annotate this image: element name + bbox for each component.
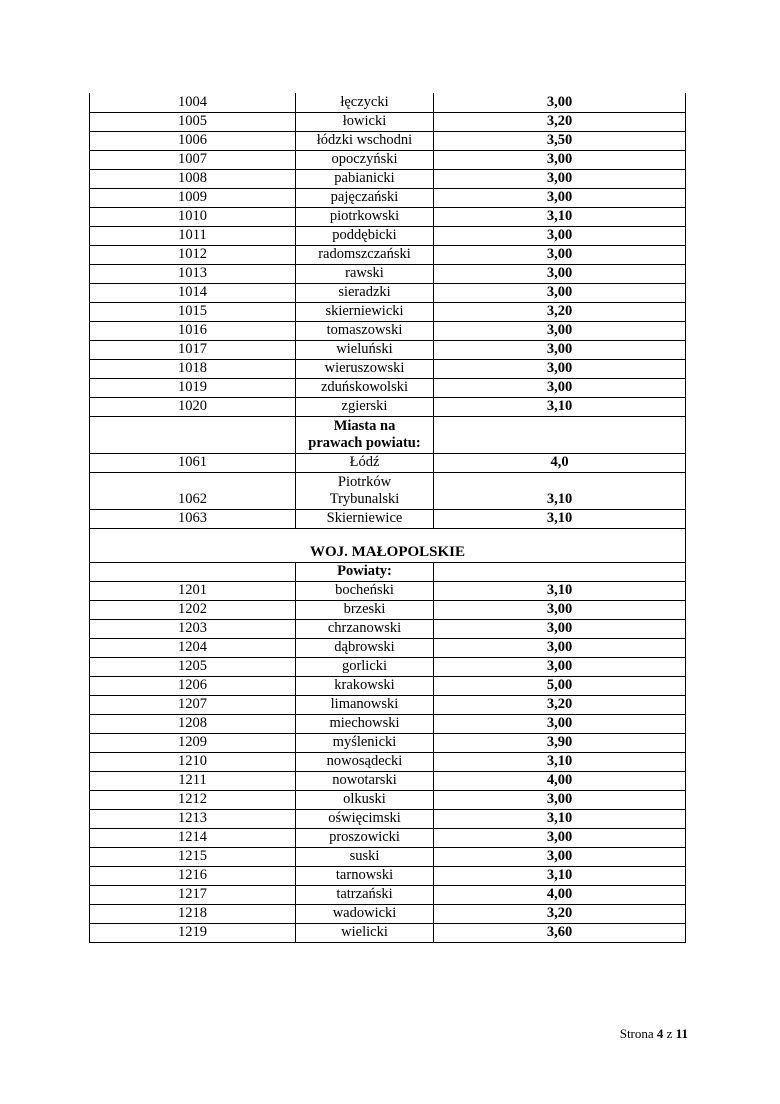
row-value: 3,00 xyxy=(434,828,686,847)
row-name: zgierski xyxy=(296,397,434,416)
row-code: 1208 xyxy=(90,714,296,733)
table-row xyxy=(90,771,686,790)
row-name: tarnowski xyxy=(296,866,434,885)
table-row xyxy=(90,509,686,528)
row-name-line2: Trybunalski xyxy=(329,491,400,507)
row-value: 3,10 xyxy=(434,581,686,600)
row-value: 4,00 xyxy=(434,885,686,904)
row-code: 1013 xyxy=(90,264,296,283)
row-code: 1007 xyxy=(90,150,296,169)
powiaty-heading: Powiaty: xyxy=(296,562,434,581)
row-value: 3,00 xyxy=(434,283,686,302)
footer-page: 4 xyxy=(656,1026,664,1041)
row-code: 1014 xyxy=(90,283,296,302)
row-code: 1214 xyxy=(90,828,296,847)
table-row xyxy=(90,695,686,714)
row-code: 1019 xyxy=(90,378,296,397)
cities-heading-value xyxy=(434,416,686,453)
row-name: wadowicki xyxy=(296,904,434,923)
row-name: wielicki xyxy=(296,923,434,942)
row-name: radomszczański xyxy=(296,245,434,264)
cities-heading-code xyxy=(90,416,296,453)
row-name: limanowski xyxy=(296,695,434,714)
row-code: 1212 xyxy=(90,790,296,809)
row-code: 1017 xyxy=(90,340,296,359)
row-name: Łódź xyxy=(296,453,434,472)
table-row xyxy=(90,676,686,695)
row-value: 3,10 xyxy=(434,809,686,828)
row-value: 3,00 xyxy=(434,150,686,169)
table-row xyxy=(90,359,686,378)
table-row xyxy=(90,638,686,657)
row-value: 3,10 xyxy=(434,509,686,528)
row-name: chrzanowski xyxy=(296,619,434,638)
row-value: 3,00 xyxy=(434,847,686,866)
row-code: 1213 xyxy=(90,809,296,828)
row-name: łęczycki xyxy=(296,93,434,112)
row-value: 3,00 xyxy=(434,169,686,188)
row-name: proszowicki xyxy=(296,828,434,847)
table-row xyxy=(90,340,686,359)
table-row xyxy=(90,472,686,509)
table-row xyxy=(90,378,686,397)
row-code: 1210 xyxy=(90,752,296,771)
lodzkie-powiaty-rows xyxy=(90,93,686,416)
row-value: 3,10 xyxy=(434,207,686,226)
cities-heading-row xyxy=(90,416,686,453)
table-row xyxy=(90,264,686,283)
row-code: 1004 xyxy=(90,93,296,112)
table-row xyxy=(90,885,686,904)
row-value: 3,60 xyxy=(434,923,686,942)
row-name: nowotarski xyxy=(296,771,434,790)
table-row xyxy=(90,847,686,866)
row-name: suski xyxy=(296,847,434,866)
row-code: 1009 xyxy=(90,188,296,207)
footer-label: Strona xyxy=(619,1026,654,1041)
row-code: 1209 xyxy=(90,733,296,752)
row-code: 1008 xyxy=(90,169,296,188)
row-value: 3,10 xyxy=(434,472,686,509)
table-row xyxy=(90,302,686,321)
cities-heading-line1: Miasta na xyxy=(333,417,396,434)
table-row xyxy=(90,904,686,923)
row-value: 3,00 xyxy=(434,93,686,112)
row-code: 1061 xyxy=(90,453,296,472)
table-row xyxy=(90,321,686,340)
table-row xyxy=(90,752,686,771)
row-code: 1217 xyxy=(90,885,296,904)
row-code: 1018 xyxy=(90,359,296,378)
cities-heading xyxy=(296,416,434,453)
row-value: 3,20 xyxy=(434,302,686,321)
row-code: 1204 xyxy=(90,638,296,657)
row-value: 3,10 xyxy=(434,397,686,416)
row-name: sieradzki xyxy=(296,283,434,302)
table-row xyxy=(90,397,686,416)
row-name: łowicki xyxy=(296,112,434,131)
section-title: WOJ. MAŁOPOLSKIE xyxy=(90,528,686,562)
row-code: 1006 xyxy=(90,131,296,150)
table-row xyxy=(90,809,686,828)
row-value: 5,00 xyxy=(434,676,686,695)
row-value: 3,20 xyxy=(434,112,686,131)
row-name: łódzki wschodni xyxy=(296,131,434,150)
table-row xyxy=(90,226,686,245)
row-name: Skierniewice xyxy=(296,509,434,528)
row-value: 3,00 xyxy=(434,378,686,397)
row-code: 1062 xyxy=(90,472,296,509)
row-name: pabianicki xyxy=(296,169,434,188)
row-code: 1211 xyxy=(90,771,296,790)
row-value: 3,00 xyxy=(434,657,686,676)
row-name: nowosądecki xyxy=(296,752,434,771)
row-value: 3,90 xyxy=(434,733,686,752)
powiaty-heading-value xyxy=(434,562,686,581)
table-row xyxy=(90,714,686,733)
table-row xyxy=(90,453,686,472)
page-footer xyxy=(620,1026,688,1042)
row-name: zduńskowolski xyxy=(296,378,434,397)
row-code: 1063 xyxy=(90,509,296,528)
table-row xyxy=(90,169,686,188)
powiaty-heading-row xyxy=(90,562,686,581)
row-code: 1215 xyxy=(90,847,296,866)
row-code: 1201 xyxy=(90,581,296,600)
row-value: 3,00 xyxy=(434,264,686,283)
table-row xyxy=(90,150,686,169)
table-row xyxy=(90,733,686,752)
row-value: 3,00 xyxy=(434,600,686,619)
table-row xyxy=(90,112,686,131)
row-value: 4,0 xyxy=(434,453,686,472)
table-row xyxy=(90,245,686,264)
row-value: 3,00 xyxy=(434,638,686,657)
row-name: tatrzański xyxy=(296,885,434,904)
row-code: 1205 xyxy=(90,657,296,676)
section-title-row xyxy=(90,528,686,562)
row-name: wieluński xyxy=(296,340,434,359)
row-name: brzeski xyxy=(296,600,434,619)
row-code: 1011 xyxy=(90,226,296,245)
cities-heading-line2: prawach powiatu: xyxy=(308,434,421,451)
row-name: opoczyński xyxy=(296,150,434,169)
cities-block xyxy=(90,416,686,581)
row-code: 1216 xyxy=(90,866,296,885)
row-code: 1202 xyxy=(90,600,296,619)
row-code: 1219 xyxy=(90,923,296,942)
table-row xyxy=(90,188,686,207)
row-code: 1020 xyxy=(90,397,296,416)
row-value: 3,10 xyxy=(434,752,686,771)
row-value: 4,00 xyxy=(434,771,686,790)
table-row xyxy=(90,600,686,619)
row-code: 1203 xyxy=(90,619,296,638)
row-name xyxy=(296,472,434,509)
row-value: 3,00 xyxy=(434,340,686,359)
row-code: 1218 xyxy=(90,904,296,923)
row-name: olkuski xyxy=(296,790,434,809)
row-value: 3,20 xyxy=(434,904,686,923)
row-value: 3,00 xyxy=(434,619,686,638)
row-name: tomaszowski xyxy=(296,321,434,340)
row-name: rawski xyxy=(296,264,434,283)
row-name: skierniewicki xyxy=(296,302,434,321)
table-row xyxy=(90,790,686,809)
table-row xyxy=(90,207,686,226)
row-name: dąbrowski xyxy=(296,638,434,657)
row-name: wieruszowski xyxy=(296,359,434,378)
row-value: 3,00 xyxy=(434,245,686,264)
row-name: krakowski xyxy=(296,676,434,695)
row-code: 1016 xyxy=(90,321,296,340)
table-row xyxy=(90,619,686,638)
row-code: 1010 xyxy=(90,207,296,226)
row-code: 1015 xyxy=(90,302,296,321)
row-name: piotrkowski xyxy=(296,207,434,226)
row-value: 3,00 xyxy=(434,790,686,809)
row-value: 3,00 xyxy=(434,321,686,340)
row-name-line1: Piotrków xyxy=(337,473,392,490)
table-row xyxy=(90,93,686,112)
table-row xyxy=(90,581,686,600)
row-name: oświęcimski xyxy=(296,809,434,828)
row-value: 3,10 xyxy=(434,866,686,885)
row-value: 3,50 xyxy=(434,131,686,150)
table-row xyxy=(90,828,686,847)
row-code: 1206 xyxy=(90,676,296,695)
footer-sep: z xyxy=(666,1026,673,1041)
row-value: 3,00 xyxy=(434,226,686,245)
row-code: 1005 xyxy=(90,112,296,131)
malopolskie-powiaty-rows xyxy=(90,581,686,942)
footer-total: 11 xyxy=(675,1026,688,1041)
row-name: bocheński xyxy=(296,581,434,600)
rates-table xyxy=(89,93,686,943)
powiaty-heading-code xyxy=(90,562,296,581)
table-row xyxy=(90,657,686,676)
row-name: pajęczański xyxy=(296,188,434,207)
row-name: gorlicki xyxy=(296,657,434,676)
row-value: 3,00 xyxy=(434,188,686,207)
row-value: 3,00 xyxy=(434,359,686,378)
table-row xyxy=(90,923,686,942)
row-value: 3,00 xyxy=(434,714,686,733)
row-code: 1207 xyxy=(90,695,296,714)
row-code: 1012 xyxy=(90,245,296,264)
table-row xyxy=(90,131,686,150)
row-name: poddębicki xyxy=(296,226,434,245)
row-name: miechowski xyxy=(296,714,434,733)
row-value: 3,20 xyxy=(434,695,686,714)
table-row xyxy=(90,866,686,885)
row-name: myślenicki xyxy=(296,733,434,752)
table-row xyxy=(90,283,686,302)
